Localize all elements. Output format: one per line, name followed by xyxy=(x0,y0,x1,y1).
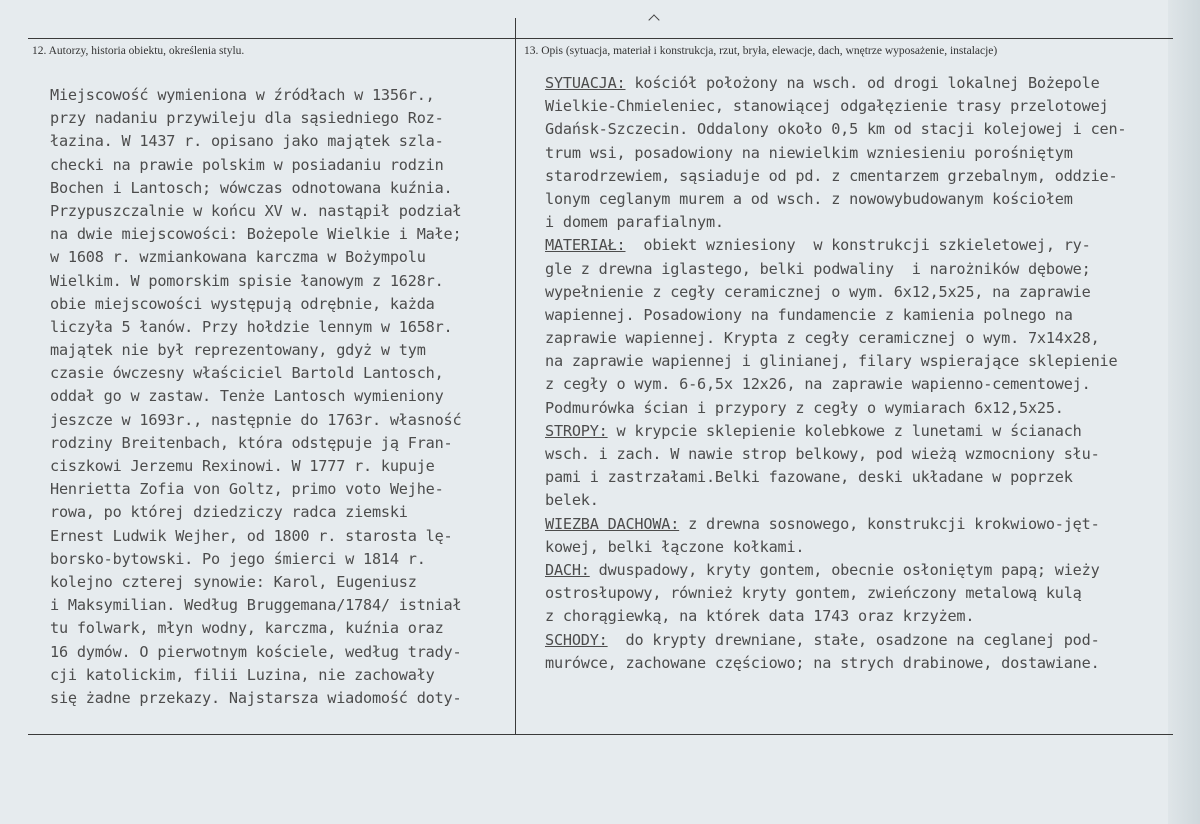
section-label: MATERIAŁ: xyxy=(545,236,626,255)
text-line xyxy=(545,95,1165,118)
column-divider xyxy=(515,18,516,735)
line-text: obiekt wzniesiony w konstrukcji szkieletowej, ry- xyxy=(625,236,1091,255)
text-line xyxy=(545,142,1165,165)
line-text: w krypcie sklepienie kolebkowe z lunetami w ścianach xyxy=(607,421,1082,440)
left-column-header: 12. Autorzy, historia obiektu, określenia stylu. xyxy=(32,45,245,57)
line-text: z drewna sosnowego, konstrukcji krokwiowo-jęt- xyxy=(679,514,1100,533)
text-line xyxy=(545,559,1165,582)
line-text: pami i zastrzałami.Belki fazowane, deski układane w poprzek xyxy=(545,468,1073,487)
text-line xyxy=(545,373,1165,396)
text-line xyxy=(545,536,1165,559)
corner-mark xyxy=(648,14,659,25)
line-text: i domem parafialnym. xyxy=(545,213,724,232)
line-text: murówce, zachowane częściowo; na strych drabinowe, dostawiane. xyxy=(545,653,1100,672)
text-line xyxy=(545,466,1165,489)
line-text: wsch. i zach. W nawie strop belkowy, pod wieżą wzmocniony słu- xyxy=(545,445,1100,463)
text-line: i Maksymilian. Według Bruggemana/1784/ istniał xyxy=(50,596,462,615)
text-line: majątek nie był reprezentowany, gdyż w tym xyxy=(50,341,426,360)
line-text: z cegły o wym. 6-6,5x 12x26, na zaprawie wapienno-cementowej. xyxy=(545,375,1091,394)
text-line: checki na prawie polskim w posiadaniu rodzin xyxy=(50,155,444,174)
text-line xyxy=(545,72,1165,95)
line-text: gle z drewna iglastego, belki podwaliny i narożników dębowe; xyxy=(545,259,1091,278)
text-line: Henrietta Zofia von Goltz, primo voto Wejhe- xyxy=(50,480,444,499)
text-line: się żadne przekazy. Najstarsza wiadomość doty- xyxy=(50,688,462,707)
line-text: starodrzewiem, sąsiaduje od pd. z cmentarzem grzebalnym, oddzie- xyxy=(545,166,1118,185)
text-line: obie miejscowości występują odrębnie, każda xyxy=(50,294,435,313)
text-line xyxy=(545,420,1165,443)
text-line: czasie ówczesny właściciel Bartold Lantosch, xyxy=(50,364,444,383)
line-text: wypełnienie z cegły ceramicznej o wym. 6x12,5x25, na zaprawie xyxy=(545,282,1091,301)
text-line xyxy=(545,397,1165,420)
line-text: Podmurówka ścian i przypory z cegły o wymiarach 6x12,5x25. xyxy=(545,398,1064,417)
text-line: na dwie miejscowości: Bożepole Wielkie i Małe; xyxy=(50,225,462,244)
text-line xyxy=(545,234,1165,257)
section-label: STROPY: xyxy=(545,421,608,440)
section-label: WIEZBA DACHOWA: xyxy=(545,514,680,533)
right-column-header: 13. Opis (sytuacja, materiał i konstrukcja, rzut, bryła, elewacje, dach, wnętrze wyposażenie, instalacje) xyxy=(524,45,998,57)
text-line: borsko-bytowski. Po jego śmierci w 1814 r. xyxy=(50,549,426,568)
text-line xyxy=(545,165,1165,188)
line-text: trum wsi, posadowiony na niewielkim wzniesieniu porośniętym xyxy=(545,143,1073,162)
text-line xyxy=(545,582,1165,605)
text-line xyxy=(545,281,1165,304)
line-text: Gdańsk-Szczecin. Oddalony około 0,5 km od stacji kolejowej i cen- xyxy=(545,120,1127,139)
text-line xyxy=(545,118,1165,141)
text-line: tu folwark, młyn wodny, karczma, kuźnia oraz xyxy=(50,619,444,638)
text-line: Przypuszczalnie w końcu XV w. nastąpił podział xyxy=(50,201,462,220)
text-line: cji katolickim, filii Luzina, nie zachowały xyxy=(50,665,435,684)
text-line xyxy=(545,188,1165,211)
text-line: oddał go w zastaw. Tenże Lantosch wymieniony xyxy=(50,387,444,406)
line-text: ostrosłupowy, również kryty gontem, zwieńczony metalową kulą xyxy=(545,584,1082,603)
line-text: z chorągiewką, na którek data 1743 oraz krzyżem. xyxy=(545,607,975,626)
line-text: wapiennej. Posadowiony na fundamencie z kamienia polnego na xyxy=(545,305,1073,324)
line-text: do krypty drewniane, stałe, osadzone na ceglanej pod- xyxy=(607,630,1100,649)
text-line: liczyła 5 łanów. Przy hołdzie lennym w 1658r. xyxy=(50,317,453,336)
text-line xyxy=(545,327,1165,350)
line-text: zaprawie wapiennej. Krypta z cegły ceramicznej o wym. 7x14x28, xyxy=(545,329,1100,348)
top-divider xyxy=(28,38,1173,39)
line-text: lonym ceglanym murem a od wsch. z nowowybudowanym kościołem xyxy=(545,189,1073,208)
line-text: kościół położony na wsch. od drogi lokalnej Bożepole xyxy=(625,74,1100,92)
text-line: 16 dymów. O pierwotnym kościele, według trady- xyxy=(50,642,462,661)
text-line: kolejno czterej synowie: Karol, Eugeniusz xyxy=(50,572,417,591)
text-line xyxy=(545,304,1165,327)
text-line xyxy=(545,605,1165,628)
text-line xyxy=(545,513,1165,536)
text-line xyxy=(545,258,1165,281)
text-line xyxy=(545,443,1165,466)
line-text: belek. xyxy=(545,491,599,510)
paper-edge xyxy=(1168,0,1200,824)
text-line xyxy=(545,629,1165,652)
text-line: łazina. W 1437 r. opisano jako majątek szla- xyxy=(50,132,444,151)
text-line: Wielkim. W pomorskim spisie łanowym z 1628r. xyxy=(50,271,444,290)
bottom-divider xyxy=(28,734,1173,735)
text-line: ciszkowi Jerzemu Rexinowi. W 1777 r. kupuje xyxy=(50,457,435,475)
section-label: SYTUACJA: xyxy=(545,74,626,92)
text-line: Miejscowość wymieniona w źródłach w 1356r., xyxy=(50,86,435,104)
text-line: w 1608 r. wzmiankowana karczma w Bożympolu xyxy=(50,248,426,267)
text-line: przy nadaniu przywileju dla sąsiedniego Roz- xyxy=(50,109,444,128)
line-text: kowej, belki łączone kołkami. xyxy=(545,537,805,556)
section-label: DACH: xyxy=(545,560,590,579)
text-line: Ernest Ludwik Wejher, od 1800 r. starosta lę- xyxy=(50,526,453,545)
text-line xyxy=(545,211,1165,234)
text-line: Bochen i Lantosch; wówczas odnotowana kuźnia. xyxy=(50,178,453,197)
history-text xyxy=(50,84,510,710)
text-line xyxy=(545,489,1165,512)
line-text: na zaprawie wapiennej i glinianej, filary wspierające sklepienie xyxy=(545,352,1118,371)
text-line xyxy=(545,652,1165,675)
section-label: SCHODY: xyxy=(545,630,608,649)
text-line: rodziny Breitenbach, która odstępuje ją Fran- xyxy=(50,433,453,452)
text-line: rowa, po której dziedziczy radca ziemski xyxy=(50,503,408,522)
description-text xyxy=(545,72,1165,675)
text-line: jeszcze w 1693r., następnie do 1763r. własność xyxy=(50,410,462,429)
line-text: Wielkie-Chmieleniec, stanowiącej odgałęzienie trasy przelotowej xyxy=(545,97,1109,116)
text-line xyxy=(545,350,1165,373)
line-text: dwuspadowy, kryty gontem, obecnie osłoniętym papą; wieży xyxy=(589,560,1100,579)
